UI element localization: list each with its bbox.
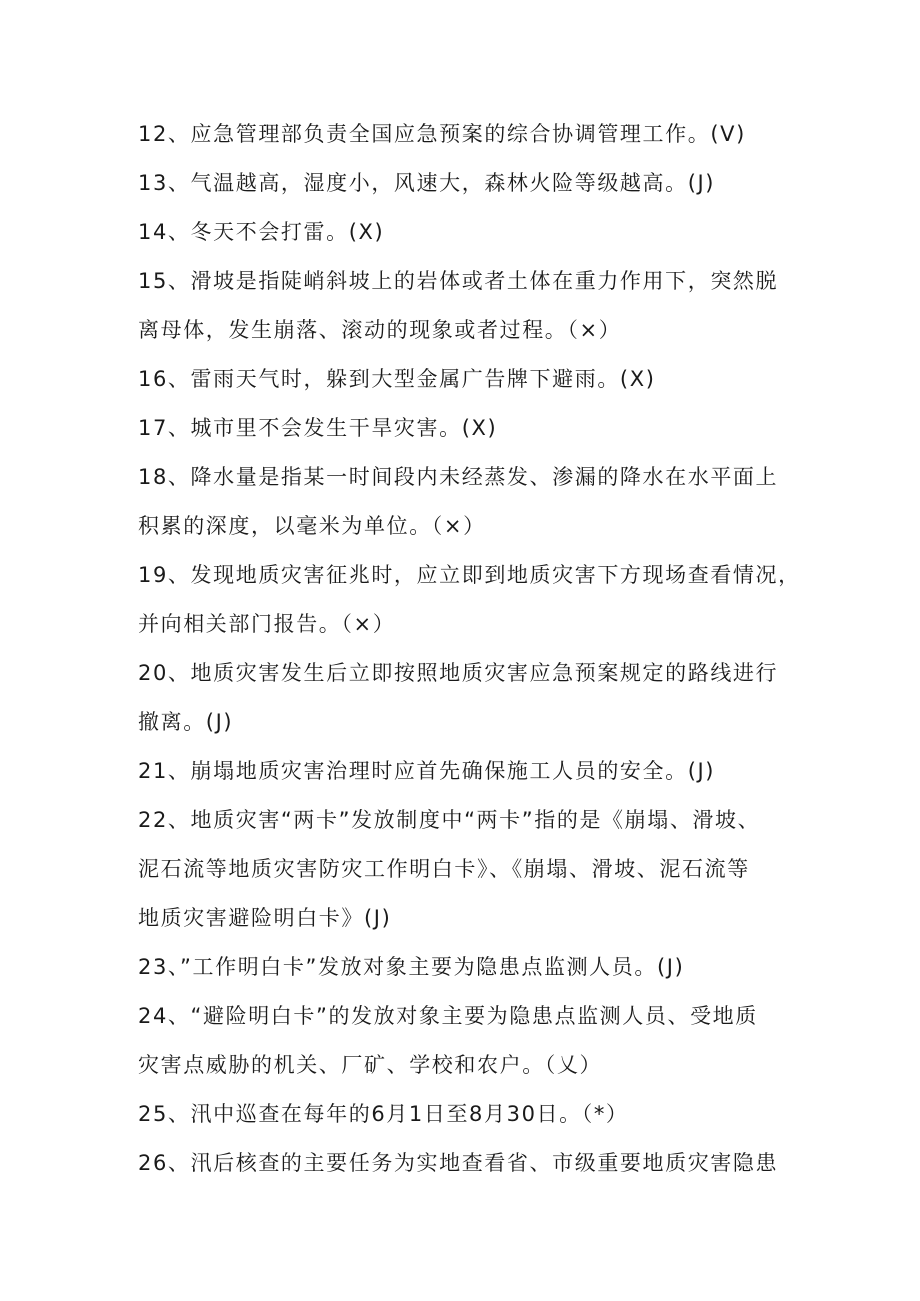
text-line: 26、汛后核查的主要任务为实地查看省、市级重要地质灾害隐患 [138, 1151, 779, 1175]
text-line: 撤离。(J) [138, 710, 234, 734]
text-line: 16、雷雨天气时，躲到大型金属广告牌下避雨。(X) [138, 367, 656, 391]
text-line: 离母体，发生崩落、滚动的现象或者过程。（×） [138, 318, 622, 342]
text-line: 13、气温越高，湿度小，风速大，森林火险等级越高。(J) [138, 171, 716, 195]
text-line: 积累的深度，以毫米为单位。（×） [138, 514, 486, 538]
text-line: 并向相关部门报告。（×） [138, 612, 396, 636]
text-line: 地质灾害避险明白卡》(J) [138, 906, 392, 930]
text-line: 12、应急管理部负责全国应急预案的综合协调管理工作。(V) [138, 122, 746, 146]
text-line: 22、地质灾害“两卡”发放制度中“两卡”指的是《崩塌、滑坡、 [138, 808, 761, 832]
text-line: 23、”工作明白卡”发放对象主要为隐患点监测人员。(J) [138, 955, 685, 979]
text-line: 18、降水量是指某一时间段内未经蒸发、渗漏的降水在水平面上 [138, 465, 779, 489]
document-body [138, 110, 801, 1188]
text-line: 14、冬天不会打雷。(X) [138, 220, 385, 244]
text-line: 灾害点威胁的机关、厂矿、学校和农户。（乂） [138, 1053, 603, 1077]
text-line: 泥石流等地质灾害防灾工作明白卡》、《崩塌、滑坡、泥石流等 [138, 857, 750, 881]
text-line: 24、“避险明白卡”的发放对象主要为隐患点监测人员、受地质 [138, 1004, 758, 1028]
text-line: 20、地质灾害发生后立即按照地质灾害应急预案规定的路线进行 [138, 661, 779, 685]
text-line: 15、滑坡是指陡峭斜坡上的岩体或者土体在重力作用下，突然脱 [138, 269, 779, 293]
text-line: 19、发现地质灾害征兆时，应立即到地质灾害下方现场查看情况， [138, 563, 801, 587]
text-line: 25、汛中巡查在每年的6月1日至8月30日。（*） [138, 1102, 629, 1126]
text-line: 21、崩塌地质灾害治理时应首先确保施工人员的安全。(J) [138, 759, 716, 783]
text-line: 17、城市里不会发生干旱灾害。(X) [138, 416, 498, 440]
